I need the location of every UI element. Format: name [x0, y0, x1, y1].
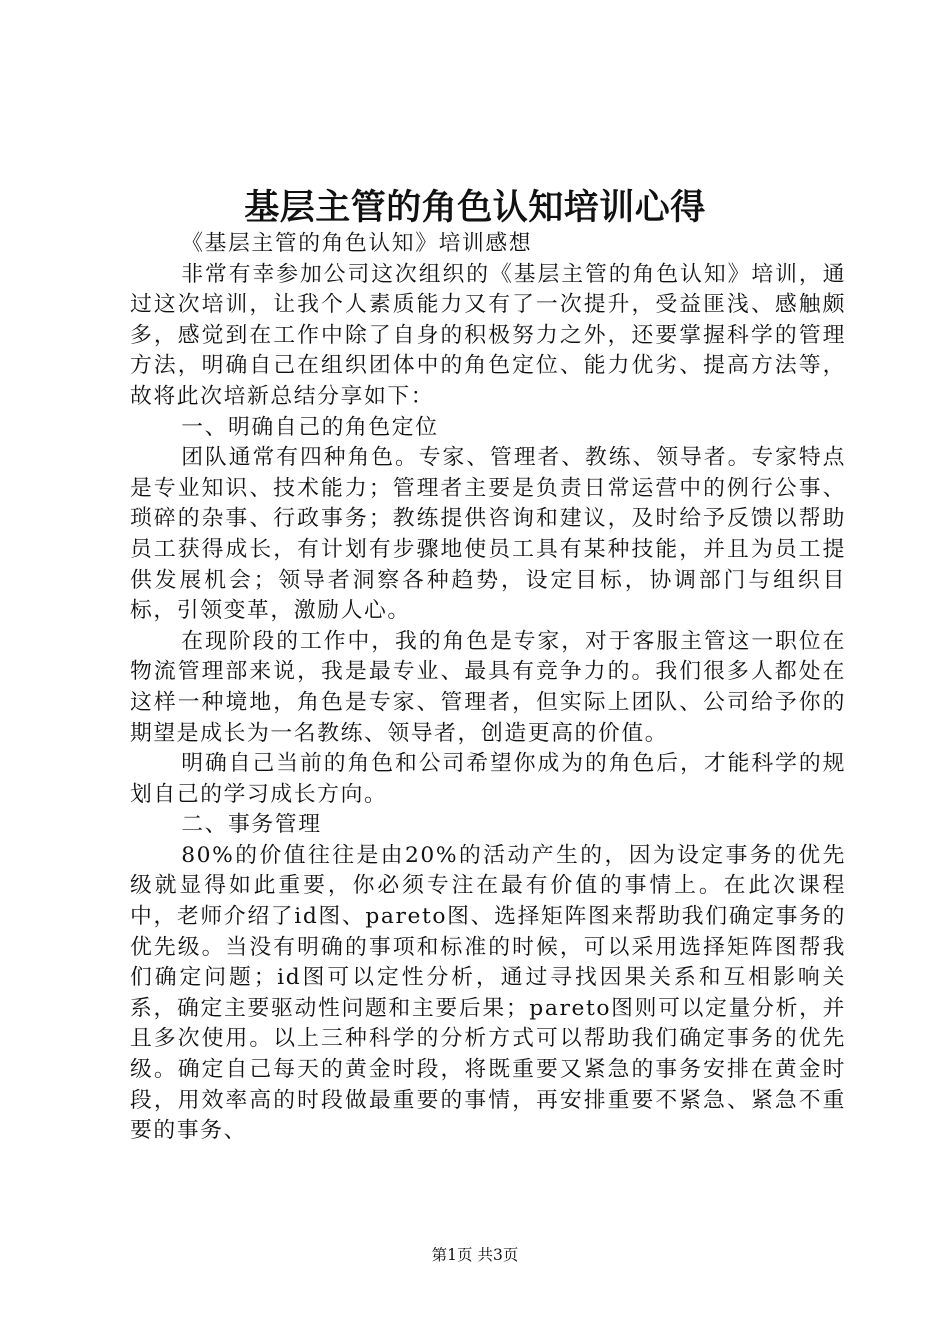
- intro-paragraph: 非常有幸参加公司这次组织的《基层主管的角色认知》培训，通过这次培训，让我个人素质能力又有了一次提升，受益匪浅、感触颇多，感觉到在工作中除了自身的积极努力之外，还要掌握科学的管理方法，明确自己在组织团体中的角色定位、能力优劣、提高方法等，故将此次培新总结分享如下：: [130, 261, 846, 409]
- page-number: 第1页: [431, 1246, 473, 1264]
- subtitle-paragraph: 《基层主管的角色认知》培训感想: [181, 231, 533, 256]
- body-paragraph-planning: 明确自己当前的角色和公司希望你成为的角色后，才能科学的规划自己的学习成长方向。: [130, 751, 846, 807]
- body-paragraph-roles: 团队通常有四种角色。专家、管理者、教练、领导者。专家特点是专业知识、技术能力；管理者主要是负责日常运营中的例行公事、琐碎的杂事、行政事务；教练提供咨询和建议，及时给予反馈以帮助员工获得成长，有计划有步骤地使员工具有某种技能，并且为员工提供发展机会；领导者洞察各种趋势，设定目标，协调部门与组织目标，引领变革，激励人心。: [130, 445, 846, 624]
- document-title: 基层主管的角色认知培训心得: [244, 188, 706, 228]
- page-footer: [0, 1243, 950, 1267]
- page-total: 共3页: [477, 1246, 519, 1264]
- document-body: [130, 229, 846, 1147]
- section-heading-affairs: 二、事务管理: [181, 812, 322, 838]
- body-paragraph-current-role: 在现阶段的工作中，我的角色是专家，对于客服主管这一职位在物流管理部来说，我是最专业、最具有竞争力的。我们很多人都处在这样一种境地，角色是专家、管理者，但实际上团队、公司给予你的期望是成长为一名教练、领导者，创造更高的价值。: [130, 628, 846, 746]
- section-heading-role: 一、明确自己的角色定位: [181, 414, 439, 440]
- body-paragraph-priority: 80%的价值往往是由20%的活动产生的，因为设定事务的优先级就显得如此重要，你必须专注在最有价值的事情上。在此次课程中，老师介绍了id图、pareto图、选择矩阵图来帮助我们确定事务的优先级。当没有明确的事项和标准的时候，可以采用选择矩阵图帮我们确定问题；id图可以定性分析，通过寻找因果关系和互相影响关系，确定主要驱动性问题和主要后果；pareto图则可以定量分析，并且多次使用。以上三种科学的分析方式可以帮助我们确定事务的优先级。确定自己每天的黄金时段，将既重要又紧急的事务安排在黄金时段，用效率高的时段做最重要的事情，再安排重要不紧急、紧急不重要的事务、: [130, 842, 846, 1144]
